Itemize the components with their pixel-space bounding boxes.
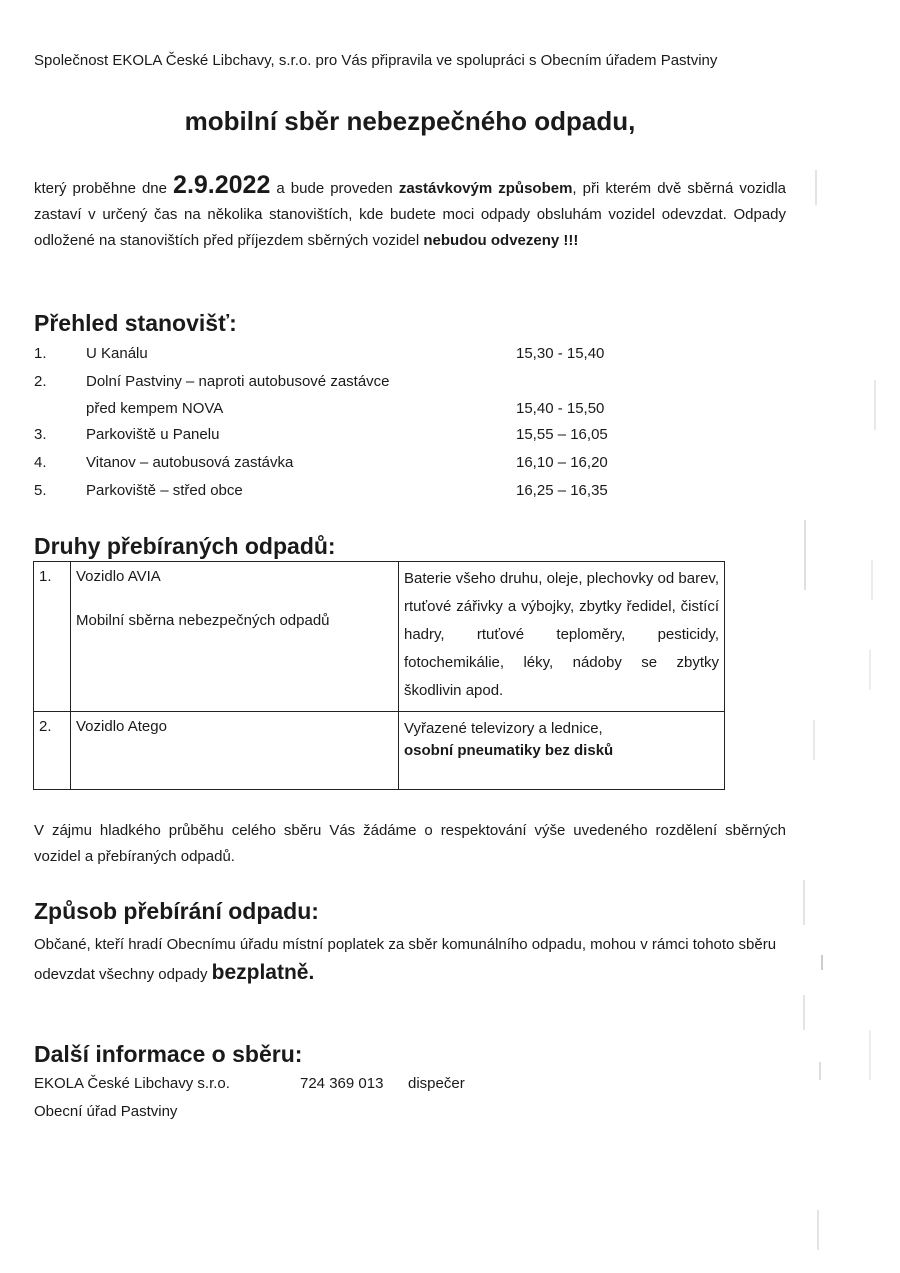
waste-items-cell	[399, 712, 725, 790]
waste-items: Vyřazené televizory a lednice,	[404, 720, 603, 737]
scan-edge-marks	[800, 0, 900, 1273]
waste-items-bold: osobní pneumatiky bez disků	[404, 742, 614, 759]
vehicle-description: Mobilní sběrna nebezpečných odpadů	[76, 612, 330, 629]
announcement-paragraph	[34, 172, 786, 254]
vehicle-cell	[71, 562, 399, 712]
announcement-part1: který proběhne dne	[34, 180, 167, 197]
contact-organization: Obecní úřad Pastviny	[34, 1103, 178, 1120]
free-of-charge: bezplatně.	[211, 961, 315, 984]
contact-organization: EKOLA České Libchavy s.r.o.	[34, 1075, 230, 1092]
table-row	[34, 562, 725, 712]
row-number: 1.	[34, 562, 71, 712]
stop-time: 16,25 – 16,35	[516, 482, 608, 499]
stops-heading: Přehled stanovišť:	[34, 310, 237, 336]
contact-phone: 724 369 013	[300, 1075, 384, 1092]
stop-number: 1.	[34, 345, 47, 362]
intro-line: Společnost EKOLA České Libchavy, s.r.o. pro Vás připravila ve spolupráci s Obecním úřadem Pastviny	[34, 52, 718, 69]
stop-number: 4.	[34, 454, 47, 471]
stop-time: 15,40 - 15,50	[516, 400, 605, 417]
stop-name: Vitanov – autobusová zastávka	[86, 454, 294, 471]
waste-items-cell	[399, 562, 725, 712]
collection-paragraph	[34, 931, 794, 989]
waste-items: Baterie všeho druhu, oleje, plechovky od barev, rtuťové zářivky a výbojky, zbytky ředidel, čistící hadry, rtuťové teploměry, pesticidy, fotochemikálie, léky, nádoby se zbytky škodlivin apod.	[404, 570, 719, 699]
stop-time: 15,30 - 15,40	[516, 345, 605, 362]
stop-time: 16,10 – 16,20	[516, 454, 608, 471]
collection-date: 2.9.2022	[173, 171, 271, 199]
stop-name: Parkoviště u Panelu	[86, 426, 220, 443]
waste-table	[33, 561, 725, 790]
stop-number: 2.	[34, 373, 47, 390]
stop-number: 3.	[34, 426, 47, 443]
table-row	[34, 712, 725, 790]
row-number: 2.	[34, 712, 71, 790]
vehicle-name: Vozidlo AVIA	[76, 568, 161, 585]
stop-name: před kempem NOVA	[86, 400, 224, 417]
collection-heading: Způsob přebírání odpadu:	[34, 898, 319, 924]
stop-time: 15,55 – 16,05	[516, 426, 608, 443]
stop-name: Parkoviště – střed obce	[86, 482, 243, 499]
warning-text: nebudou odvezeny !!!	[423, 232, 579, 249]
vehicle-cell	[71, 712, 399, 790]
stop-name: Dolní Pastviny – naproti autobusové zastávce	[86, 373, 390, 390]
contact-role: dispečer	[408, 1075, 465, 1092]
page-title: mobilní sběr nebezpečného odpadu,	[184, 106, 636, 136]
announcement-part2: a bude proveden	[276, 180, 393, 197]
collection-text: Občané, kteří hradí Obecnímu úřadu místní poplatek za sběr komunálního odpadu, mohou v rámci tohoto sběru odevzdat všechny odpady	[34, 936, 777, 983]
request-paragraph: V zájmu hladkého průběhu celého sběru Vás žádáme o respektování výše uvedeného rozdělení sběrných vozidel a přebíraných odpadů.	[34, 822, 786, 865]
announcement-part3: , při kterém dvě sběrná vozidla zastaví v určený čas na několika stanovištích, kde budete moci odpady obsluhám vozidel odevzdat. Odpady odložené na stanovištích před příjezdem sběrných vozidel	[34, 180, 787, 249]
collection-method: zastávkovým způsobem	[398, 180, 573, 197]
stop-number: 5.	[34, 482, 47, 499]
stop-name: U Kanálu	[86, 345, 148, 362]
waste-heading: Druhy přebíraných odpadů:	[34, 533, 336, 559]
vehicle-name: Vozidlo Atego	[76, 718, 167, 735]
info-heading: Další informace o sběru:	[34, 1041, 303, 1067]
